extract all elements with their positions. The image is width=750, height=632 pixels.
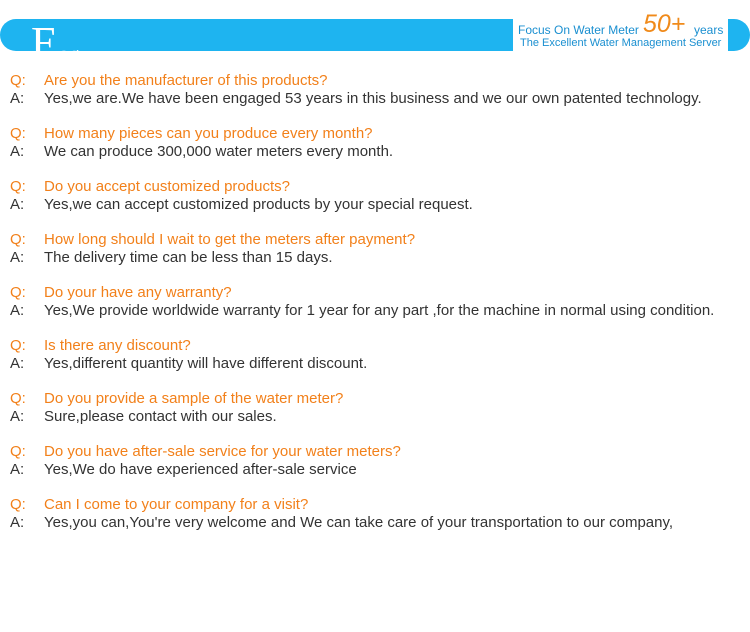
- faq-answer: [10, 249, 740, 267]
- answer-label: A:: [10, 90, 25, 107]
- question-text: Can I come to your company for a visit?: [44, 496, 309, 513]
- answer-label: A:: [10, 408, 25, 425]
- tagline-focus: Focus On Water Meter: [518, 23, 639, 37]
- faq-list: [10, 72, 740, 549]
- faq-question: [10, 496, 740, 514]
- answer-text: Yes,you can,You're very welcome and We can take care of your transportation to our company,: [44, 514, 674, 531]
- question-text: Is there any discount?: [44, 337, 191, 354]
- faq-item: [10, 125, 740, 161]
- header-banner-end: [728, 19, 750, 51]
- tagline-server: The Excellent Water Management Server: [520, 37, 722, 49]
- question-label: Q:: [10, 178, 26, 195]
- faq-item: [10, 337, 740, 373]
- answer-text: Yes,we are.We have been engaged 53 years in this business and we our own patented technology.: [44, 90, 702, 107]
- answer-label: A:: [10, 196, 25, 213]
- answer-text: Yes,We provide worldwide warranty for 1 year for any part ,for the machine in normal using condition.: [44, 302, 715, 319]
- faq-question: [10, 72, 740, 90]
- faq-answer: [10, 196, 740, 214]
- question-label: Q:: [10, 337, 26, 354]
- faq-item: [10, 178, 740, 214]
- answer-text: Yes,We do have experienced after-sale service: [44, 461, 357, 478]
- faq-answer: [10, 355, 740, 373]
- faq-question: [10, 284, 740, 302]
- faq-item: [10, 231, 740, 267]
- question-label: Q:: [10, 443, 26, 460]
- question-text: Do you provide a sample of the water meter?: [44, 390, 344, 407]
- answer-label: A:: [10, 461, 25, 478]
- faq-header-banner: [0, 18, 513, 67]
- faq-item: [10, 390, 740, 426]
- faq-question: [10, 443, 740, 461]
- question-text: Do you accept customized products?: [44, 178, 290, 195]
- question-label: Q:: [10, 72, 26, 89]
- question-text: Do you have after-sale service for your water meters?: [44, 443, 401, 460]
- faq-question: [10, 231, 740, 249]
- question-label: Q:: [10, 496, 26, 513]
- faq-item: [10, 284, 740, 320]
- years-highlight: 50+: [643, 10, 686, 38]
- faq-title-initial: F: [31, 18, 56, 67]
- faq-title-rest: aq: [59, 41, 80, 66]
- faq-answer: [10, 302, 740, 320]
- faq-item: [10, 496, 740, 532]
- question-text: Do your have any warranty?: [44, 284, 232, 301]
- answer-text: Yes,different quantity will have different discount.: [44, 355, 368, 372]
- answer-text: We can produce 300,000 water meters every month.: [44, 143, 394, 160]
- faq-question: [10, 125, 740, 143]
- question-label: Q:: [10, 390, 26, 407]
- answer-text: Sure,please contact with our sales.: [44, 408, 277, 425]
- question-label: Q:: [10, 284, 26, 301]
- faq-answer: [10, 461, 740, 479]
- faq-item: [10, 72, 740, 108]
- answer-label: A:: [10, 355, 25, 372]
- question-label: Q:: [10, 125, 26, 142]
- question-text: How long should I wait to get the meters after payment?: [44, 231, 416, 248]
- faq-answer: [10, 408, 740, 426]
- faq-answer: [10, 514, 740, 532]
- faq-item: [10, 443, 740, 479]
- answer-label: A:: [10, 143, 25, 160]
- question-text: Are you the manufacturer of this products?: [44, 72, 328, 89]
- question-label: Q:: [10, 231, 26, 248]
- question-text: How many pieces can you produce every month?: [44, 125, 373, 142]
- answer-label: A:: [10, 514, 25, 531]
- faq-question: [10, 390, 740, 408]
- faq-answer: [10, 143, 740, 161]
- answer-text: The delivery time can be less than 15 days.: [44, 249, 333, 266]
- faq-answer: [10, 90, 740, 108]
- answer-label: A:: [10, 302, 25, 319]
- years-label: years: [694, 23, 724, 37]
- faq-question: [10, 178, 740, 196]
- answer-label: A:: [10, 249, 25, 266]
- faq-question: [10, 337, 740, 355]
- answer-text: Yes,we can accept customized products by your special request.: [44, 196, 473, 213]
